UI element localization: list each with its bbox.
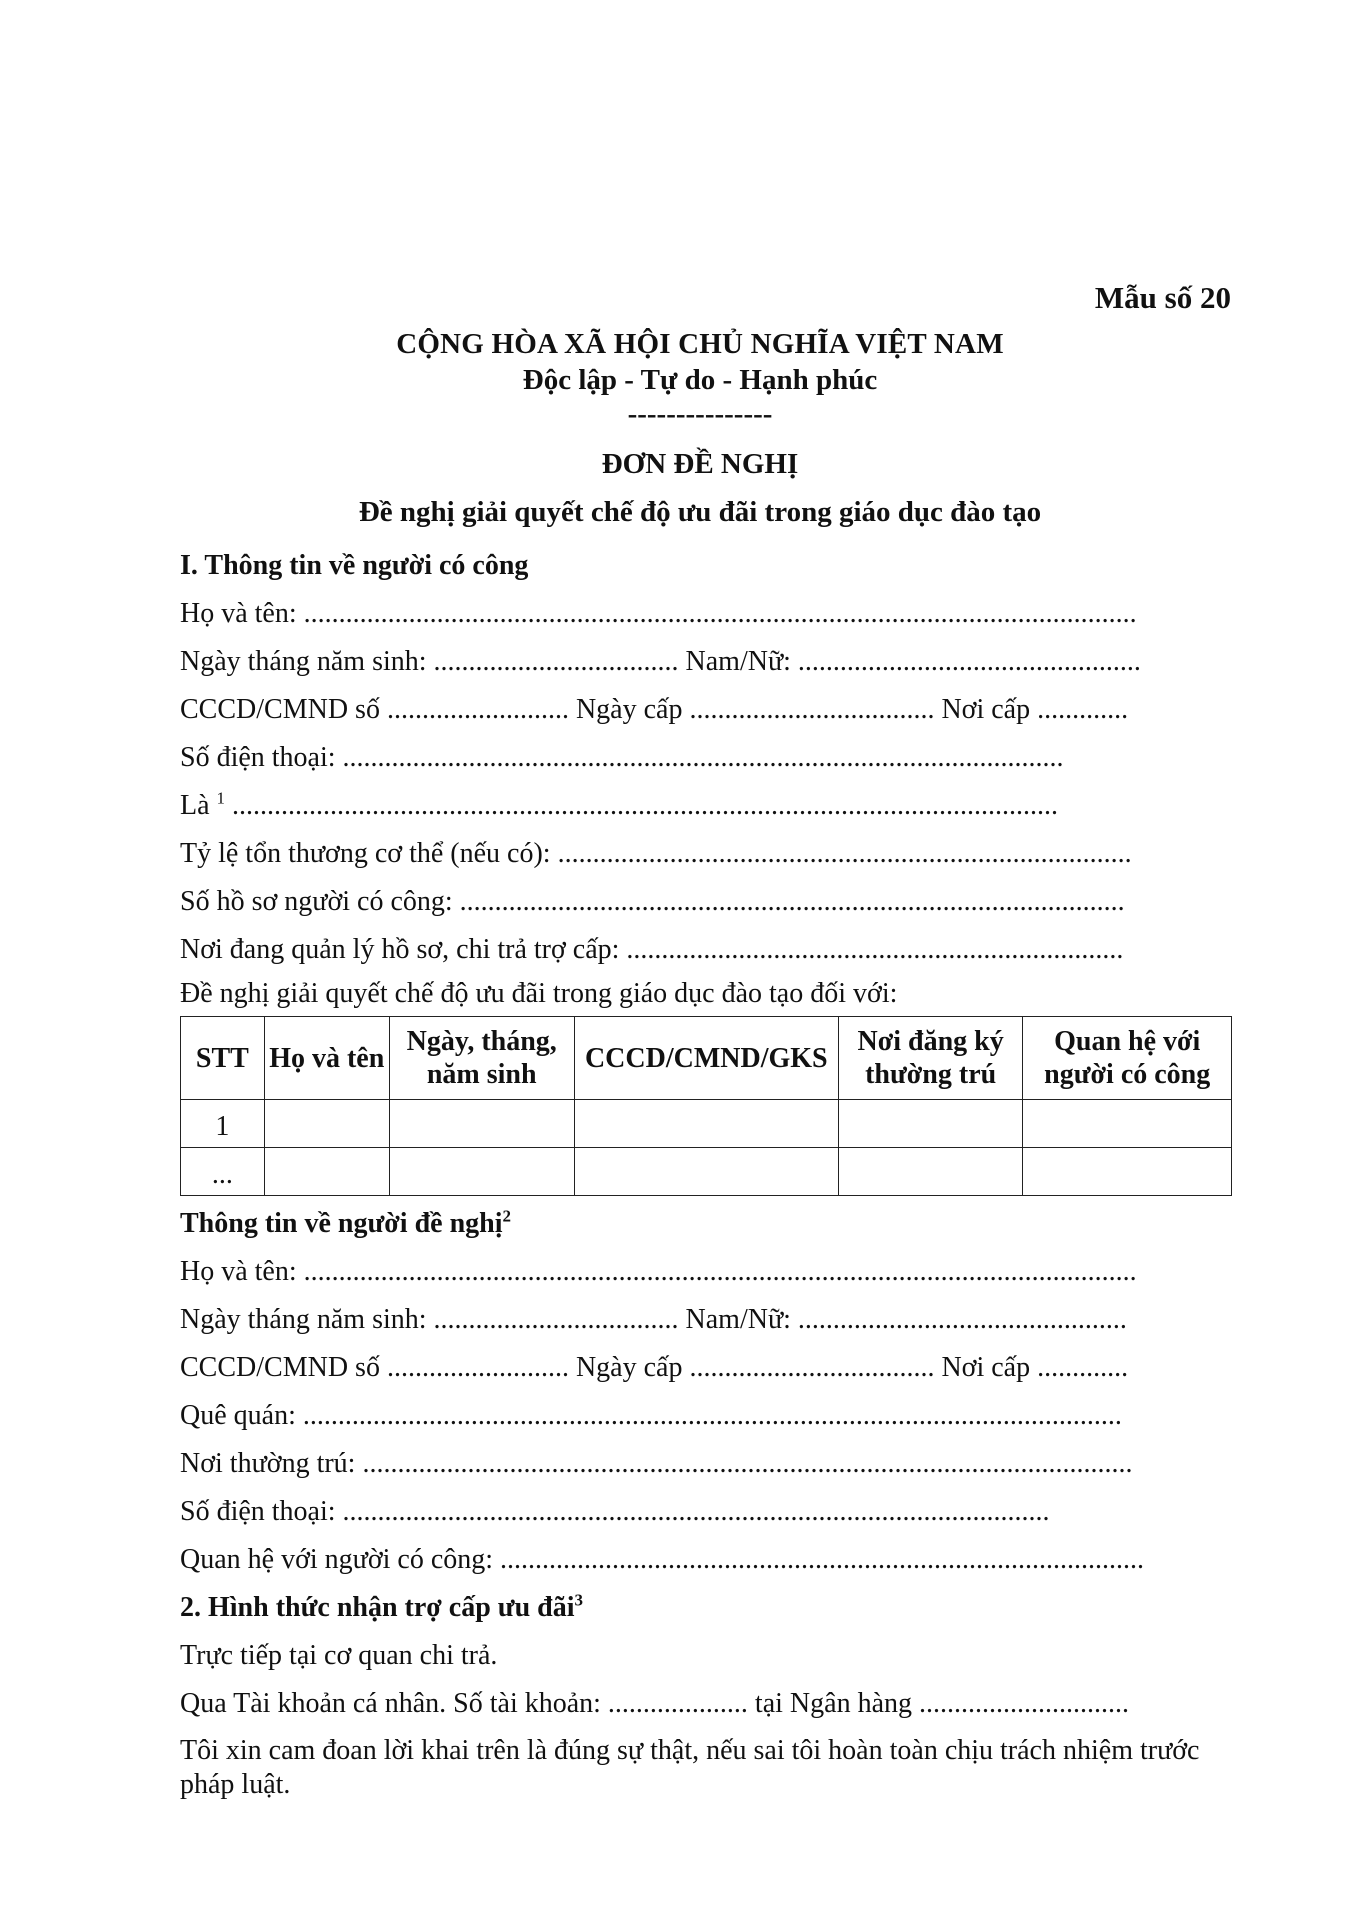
table-row <box>181 1148 1232 1196</box>
table-cell[interactable] <box>574 1100 838 1148</box>
national-motto: Độc lập - Tự do - Hạnh phúc <box>522 364 878 396</box>
honoree-phone-field[interactable]: Số điện thoại: ....................................................................................................... <box>180 742 1064 773</box>
row-stt: 1 <box>181 1100 265 1148</box>
section2-heading: 2. Hình thức nhận trợ cấp ưu đãi$^3$ <box>180 1590 584 1623</box>
proposer-relation-field[interactable]: Quan hệ với người có công: ............................................................................................ <box>180 1544 1145 1575</box>
proposer-name-field[interactable]: Họ và tên: ....................................................................................................................... <box>180 1256 1137 1287</box>
record-number-field[interactable]: Số hồ sơ người có công: ............................................................................................... <box>180 886 1125 917</box>
form-content <box>180 542 1220 1802</box>
commitment-statement: Tôi xin cam đoan lời khai trên là đúng sự thật, nếu sai tôi hoàn toàn chịu trách nhiệm trước pháp luật. <box>180 1735 1200 1800</box>
table-cell[interactable] <box>574 1148 838 1196</box>
honoree-id-field[interactable]: CCCD/CMND số .......................... Ngày cấp ................................... Nơi cấp ............. <box>180 694 1129 725</box>
table-cell[interactable] <box>389 1148 574 1196</box>
motto-divider: --------------- <box>627 398 773 430</box>
table-cell[interactable] <box>838 1100 1023 1148</box>
payment-bank-option[interactable]: Qua Tài khoản cá nhân. Số tài khoản: .................... tại Ngân hàng .............................. <box>180 1688 1129 1719</box>
payment-direct-option[interactable]: Trực tiếp tại cơ quan chi trả. <box>180 1640 498 1671</box>
footnote-1-marker: 1 <box>216 788 226 808</box>
proposer-heading: Thông tin về người đề nghị$^2$ <box>180 1206 512 1239</box>
header-stt: STT <box>181 1017 265 1100</box>
table-cell[interactable] <box>1023 1148 1232 1196</box>
honoree-dob-gender-field[interactable]: Ngày tháng năm sinh: ................................... Nam/Nữ: ................................................. <box>180 646 1141 677</box>
honoree-name-field[interactable]: Họ và tên: ....................................................................................................................... <box>180 598 1137 629</box>
table-header-row <box>181 1017 1232 1100</box>
injury-rate-field[interactable]: Tỷ lệ tổn thương cơ thể (nếu có): .................................................................................. <box>180 838 1132 869</box>
section1-heading: I. Thông tin về người có công <box>180 550 529 581</box>
header-dob: Ngày, tháng, năm sinh <box>389 1017 574 1100</box>
honoree-type-field[interactable] <box>180 782 1220 830</box>
record-management-field[interactable]: Nơi đang quản lý hồ sơ, chi trả trợ cấp: ....................................................................... <box>180 934 1124 965</box>
document-title: ĐƠN ĐỀ NGHỊ <box>601 448 799 480</box>
header-name: Họ và tên <box>264 1017 389 1100</box>
table-cell[interactable] <box>838 1148 1023 1196</box>
header-residence: Nơi đăng ký thường trú <box>838 1017 1023 1100</box>
table-row <box>181 1100 1232 1148</box>
table-cell[interactable] <box>264 1148 389 1196</box>
footnote-3-marker: 3 <box>574 1590 584 1610</box>
proposer-id-field[interactable]: CCCD/CMND số .......................... Ngày cấp ................................... Nơi cấp ............. <box>180 1352 1129 1383</box>
footnote-2-marker: 2 <box>502 1206 512 1226</box>
proposer-hometown-field[interactable]: Quê quán: ..................................................................................................................... <box>180 1400 1122 1431</box>
proposer-phone-field[interactable]: Số điện thoại: ..................................................................................................... <box>180 1496 1050 1527</box>
proposer-dob-gender-field[interactable]: Ngày tháng năm sinh: ................................... Nam/Nữ: ............................................... <box>180 1304 1127 1335</box>
beneficiary-table <box>180 1016 1232 1196</box>
table-cell[interactable] <box>389 1100 574 1148</box>
honoree-type-label: Là <box>180 790 217 821</box>
table-cell[interactable] <box>264 1100 389 1148</box>
proposer-residence-field[interactable]: Nơi thường trú: .............................................................................................................. <box>180 1448 1133 1479</box>
header-id: CCCD/CMND/GKS <box>574 1017 838 1100</box>
honoree-type-dots: ...................................................................................................................... <box>225 790 1059 821</box>
table-cell[interactable] <box>1023 1100 1232 1148</box>
form-number: Mẫu số 20 <box>1094 280 1231 315</box>
request-line: Đề nghị giải quyết chế độ ưu đãi trong giáo dục đào tạo đối với: <box>180 978 898 1009</box>
header-relation: Quan hệ với người có công <box>1023 1017 1232 1100</box>
national-title: CỘNG HÒA XÃ HỘI CHỦ NGHĨA VIỆT NAM <box>396 328 1004 360</box>
row-stt: ... <box>181 1148 265 1196</box>
document-subtitle: Đề nghị giải quyết chế độ ưu đãi trong giáo dục đào tạo <box>358 496 1042 528</box>
